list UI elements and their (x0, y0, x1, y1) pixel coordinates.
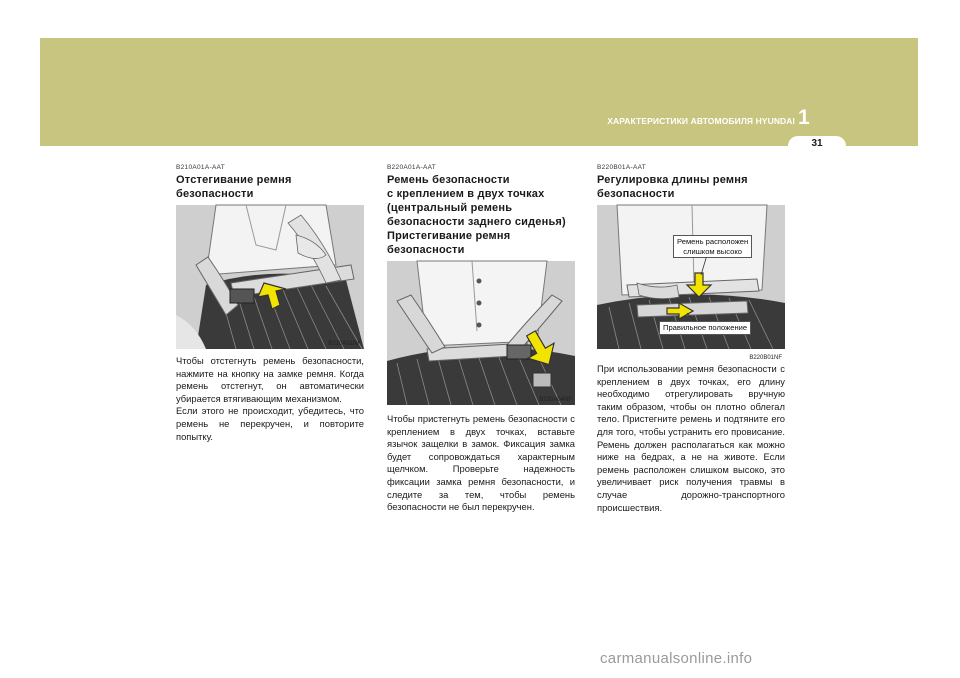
section-heading: Отстегивание ремня безопасности (176, 174, 292, 200)
image-code: B210A01NF (328, 341, 361, 347)
callout-correct-text: Правильное положение (663, 323, 748, 332)
page-number: 31 (811, 138, 823, 149)
section-fasten-two-point (387, 164, 575, 514)
photo-unbuckle (176, 205, 364, 349)
fasten-illustration (387, 261, 575, 405)
chapter-title: ХАРАКТЕРИСТИКИ АВТОМОБИЛЯ HYUNDAI (607, 116, 795, 126)
paragraph: Чтобы отстегнуть ремень безопасности, нажмите на кнопку на замке ремня. Когда ремень отстегнут, он автоматически убирается втягивающим механизмом. (176, 355, 364, 404)
watermark: carmanualsonline.info (600, 650, 753, 667)
unbuckle-illustration (176, 205, 364, 349)
header-band (40, 38, 918, 146)
photo-adjust (597, 205, 785, 361)
callout-correct-position (659, 321, 751, 335)
section-code: B210A01A-AAT (176, 164, 226, 171)
section-adjust-length (597, 164, 785, 514)
section-code: B220B01A-AAT (597, 164, 647, 171)
paragraph: Если этого не происходит, убедитесь, что ремень не перекручен, и повторите попытку. (176, 405, 364, 442)
callout-too-high (673, 235, 752, 258)
photo-fasten (387, 261, 575, 405)
section-code: B220A01A-AAT (387, 164, 437, 171)
section-heading: Ремень безопасности с креплением в двух точках (центральный ремень безопасности заднего сиденья) Пристегивание ремня безопасности (387, 174, 566, 256)
image-code: B220A04NF (539, 397, 572, 403)
paragraph: При использовании ремня безопасности с креплением в двух точках, его длину необходимо отрегулировать вручную таким образом, чтобы он плотно облегал тело. Пристегните ремень и подтяните его для того, чтобы устранить его провисание. Ремень должен располагаться как можно ниже на бедрах, а не на животе. Если ремень расположен слишком высоко, это увеличивает риск получения травмы в случае дорожно-транспортного происшествия. (597, 363, 785, 513)
section-heading: Регулировка длины ремня безопасности (597, 174, 748, 200)
section-unbuckle (176, 164, 364, 443)
paragraph: Чтобы пристегнуть ремень безопасности с креплением в двух точках, вставьте язычок защелки в замок. Фиксация замка будет сопровождаться характерным щелчком. Проверьте надежность фиксации замка ремня безопасности, и следите за тем, чтобы ремень безопасности не был перекручен. (387, 413, 575, 513)
image-code: B220B01NF (749, 355, 782, 361)
callout-too-high-text: Ремень расположен слишком высоко (677, 237, 749, 256)
chapter-number: 1 (798, 106, 810, 129)
